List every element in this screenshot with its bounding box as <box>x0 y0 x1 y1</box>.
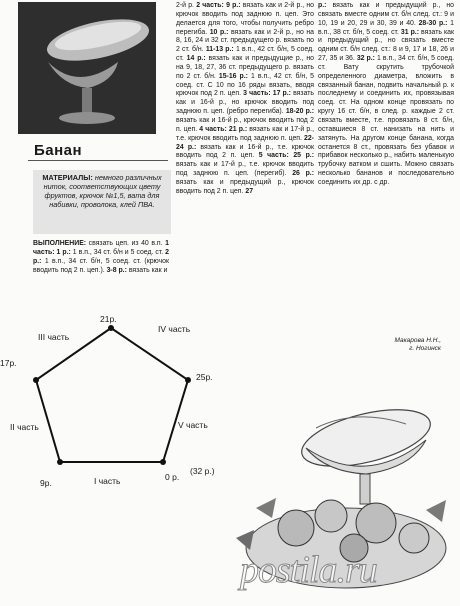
text: 1 в.п., 34 ст. б/н, 5 соед. ст. Вату скрутить трубочкой определенного диаметра, вложить в связанный банан, подвить начальный р. к последнему и соединить их, провязывая соед. ст. На одном конце провязать по кругу 16 ст. б/н, в след. р. каждые 2 ст. связать вместе, т.е. провязать 8 ст. б/н, оставшиеся 8 ст. нанизать на нить и затянуть. На другом конце банана, когда останется 8 ст., провязать без убавок и прибавок несколько р., набить маленькую трубочку ватком и сшить. Можно связать несколько бананов и последовательно соединить их др. с др. <box>318 55 455 186</box>
instructions-column-3 <box>318 2 454 188</box>
text: вязать как и 16-й р., т.е. крючок вводить под 2 п. цеп. <box>176 143 314 160</box>
row-label: 18-20 р.: <box>285 108 315 116</box>
text: вязать как и предыдущие р., но на 9, 18, 27, 36 ст. предыдущего р. вязать по 2 ст. б/н. <box>176 55 315 80</box>
materials-box <box>33 170 171 234</box>
vertex-dot <box>57 459 63 465</box>
row-label: 2 часть: 9 р.: <box>196 2 241 9</box>
row-label: 27 <box>245 187 254 195</box>
text: 1 в.п., 38 ст. б/н, 5 соед. ст. <box>318 19 454 36</box>
execution-label: ВЫПОЛНЕНИЕ: <box>33 240 87 247</box>
vertex-dot <box>108 325 114 331</box>
row-label: 31 р.: <box>400 28 420 36</box>
row-label: р.: <box>318 2 327 9</box>
row-label: 28-30 р.: <box>418 19 448 27</box>
instructions-column-2 <box>176 2 314 197</box>
label-bottom-left: 9р. <box>40 478 52 488</box>
materials-text: немного различных ниток, соответствующих цвету фруктов, крючок №1,5, вата для набивки, проволока, клей ПВА. <box>43 173 162 209</box>
row-label: 3 часть: 17 р.: <box>243 90 291 98</box>
author-name: Макарова Н.Н., <box>394 337 441 344</box>
banana-bowl-photo <box>18 2 156 134</box>
row-label: 2 р.: <box>33 248 169 265</box>
text: вязать как и 2-й р., но крючок вводить под заднюю п. цеп. Это делается для того, чтобы получить ребро перегиба. <box>176 2 314 36</box>
pentagon-diagram <box>0 314 236 500</box>
row-label: 14 р.: <box>186 55 206 63</box>
part-4-label: IV часть <box>158 324 191 334</box>
part-3-label: III часть <box>38 332 70 342</box>
instructions-column-1 <box>33 240 169 275</box>
row-label: 5 часть: 25 р.: <box>258 152 314 160</box>
label-top: 21р. <box>100 314 117 324</box>
row-label: 10 р.: <box>209 28 229 36</box>
part-1-label: I часть <box>94 476 121 486</box>
row-label: 11-13 р.: <box>205 46 234 54</box>
text: вязать как и предыдущий р., но связать вместе одним ст. б/н след. ст.: 8 и 9, 17 и 18, 26 и 27, 35 и 36. <box>318 28 454 63</box>
pentagon-outline <box>36 328 188 462</box>
text: вязать как и 16-й р., но крючок вводить под заднюю п. цеп. (ребро перегиба). <box>176 90 314 116</box>
vertex-dot <box>185 377 191 383</box>
row-label: 1 часть: 1 р.: <box>33 240 169 256</box>
author-city: г. Ногинск <box>409 345 441 352</box>
title-divider <box>28 160 168 161</box>
text: вязать как и 17-й р., т.е. крючок вводить под заднюю п. цеп. <box>176 125 315 142</box>
row-label: 22-24 р.: <box>176 134 314 151</box>
label-right-top: 25р. <box>196 372 213 382</box>
part-2-label: II часть <box>10 422 39 432</box>
text: 2-й р. <box>176 2 194 9</box>
text: вязать как и 16-й р., крючок вводить под 2 п. цеп. <box>176 116 314 133</box>
text: 1 в.п., 34 ст. б/н, 5 соед. ст. (крючок вводить под 2 п. цеп.). <box>33 257 169 274</box>
part-5-label: V часть <box>178 420 208 430</box>
label-bottom-right-2: (32 р.) <box>190 466 215 476</box>
vertex-dot <box>33 377 39 383</box>
watermark: postila.ru <box>240 549 377 591</box>
text: вязать как и предыдущий р., но связать вместе одним ст. б/н след. ст.: 9 и 10, 19 и 20, 29 и 30, 39 и 40. <box>318 2 454 27</box>
row-label: 26 р.: <box>292 170 314 178</box>
article-title: Банан <box>34 142 83 159</box>
text: вязать как и 2-й р., но на 8, 16, 24 и 32 ст. предыдущего р. вязать по 2 ст. б/н. <box>176 28 315 54</box>
materials-label: МАТЕРИАЛЫ: <box>42 173 93 182</box>
row-label: 15-16 р.: <box>218 72 248 80</box>
text: вязать как и 17-й р., т.е. крючок вводить под заднюю п. цеп. (перегиб). <box>176 161 314 178</box>
label-left-top: 17р. <box>0 358 17 368</box>
text: вязать как и <box>128 266 168 274</box>
row-label: 3-8 р.: <box>106 266 127 274</box>
vertex-dot <box>160 459 166 465</box>
text: связать цеп. из 40 в.п. <box>88 240 163 247</box>
author-signature <box>345 337 441 353</box>
text: 1 в.п., 42 ст. б/н, 5 соед. ст. <box>176 46 314 63</box>
text: 1 в.п., 34 ст. б/н и 5 соед. ст. <box>72 248 164 256</box>
text: вязать как и предыдущий р., крючок вводить под 2 п. цеп. <box>176 178 314 195</box>
row-label: 32 р.: <box>356 55 375 63</box>
row-label: 4 часть: 21 р.: <box>199 125 248 133</box>
label-bottom-right: 0 р. <box>165 472 180 482</box>
text: 1 в.п., 42 ст. б/н, 5 соед. ст. С 10 по 16 ряды вязать, вводя крючок под 2 п. цеп. <box>176 72 314 98</box>
